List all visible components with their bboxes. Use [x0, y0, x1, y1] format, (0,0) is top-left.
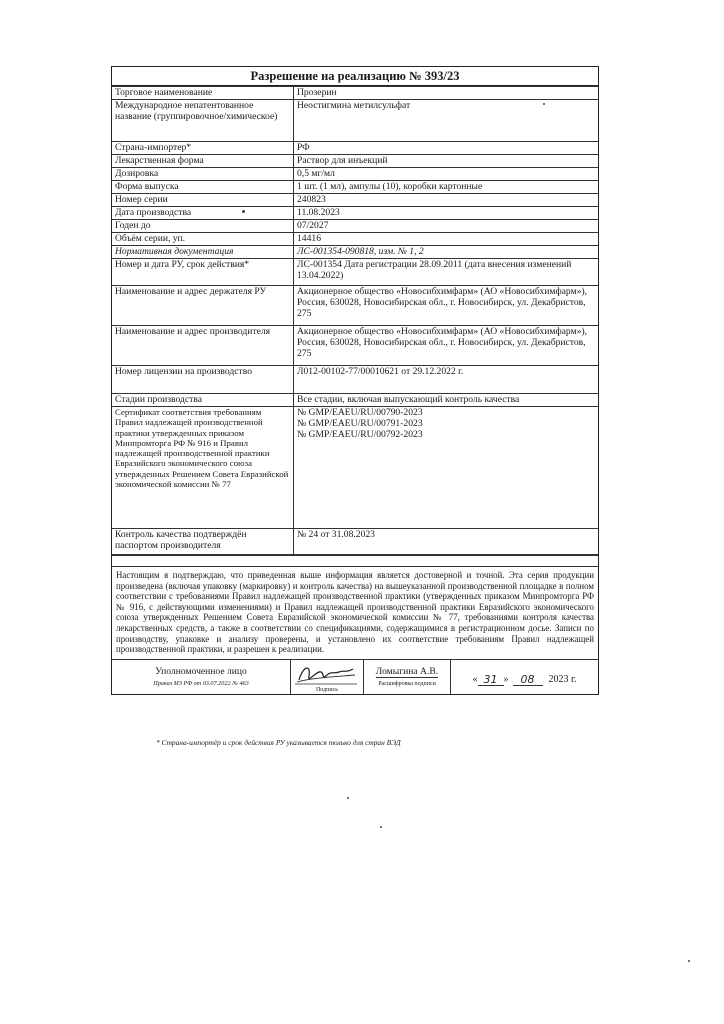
row-label: Дозировка — [112, 168, 294, 181]
row-value: Все стадии, включая выпускающий контроль качества — [294, 394, 599, 407]
scan-speck — [543, 103, 545, 105]
table-row — [112, 246, 598, 259]
footnote: * Страна-импортёр и срок действия РУ указывается только для стран ВЭД — [156, 738, 401, 747]
row-value: ЛС-001354-090818, изм. № 1, 2 — [294, 246, 599, 259]
table-row — [112, 286, 598, 326]
signature-date: « 31 » 08 2023 г. — [472, 672, 577, 686]
row-label: Форма выпуска — [112, 181, 294, 194]
gmp-certificate: № GMP/EAEU/RU/00790-2023 — [297, 407, 423, 418]
row-label: Нормативная документация — [112, 246, 294, 259]
row-label: Торговое наименование — [112, 87, 294, 100]
authorized-person-order: Приказ МЗ РФ от 03.07.2022 № 463 — [153, 679, 249, 687]
table-row — [112, 142, 598, 155]
row-value: 07/2027 — [294, 220, 599, 233]
table-row — [112, 207, 598, 220]
signature-caption: Подпись — [315, 686, 339, 693]
spacer-row — [112, 555, 598, 566]
table-row — [112, 326, 598, 366]
signatory-name-caption: Расшифровка подписи — [378, 680, 436, 687]
signatory-name-cell — [364, 660, 451, 694]
signature-block — [112, 659, 598, 694]
authorized-person-role: Уполномоченное лицо — [155, 665, 247, 677]
row-label: Годен до — [112, 220, 294, 233]
row-label: Номер и дата РУ, срок действия* — [112, 259, 294, 286]
date-month: 08 — [513, 674, 543, 686]
scan-speck — [688, 960, 690, 962]
row-label: Номер серии — [112, 194, 294, 207]
row-value: 11.08.2023 — [294, 207, 599, 220]
gmp-label: Сертификат соответствия требованиям Правил надлежащей производственной практики утвержденных приказом Минпромторга РФ № 916 и Правил надлежащей производственной практики Евразийского экономического союза утвержденных Решением Совета Евразийской экономической комиссии № 77 — [112, 407, 294, 529]
row-label: Объём серии, уп. — [112, 233, 294, 246]
product-info-table — [112, 86, 598, 555]
table-row — [112, 168, 598, 181]
row-label: Страна-импортер* — [112, 142, 294, 155]
scan-speck — [242, 210, 245, 213]
date-year: 2023 г. — [548, 674, 577, 686]
table-row — [112, 233, 598, 246]
gmp-certificates — [294, 407, 599, 529]
row-label: Стадии производства — [112, 394, 294, 407]
qc-row — [112, 529, 598, 555]
authorized-person — [112, 660, 291, 694]
gmp-certificate: № GMP/EAEU/RU/00791-2023 — [297, 418, 423, 429]
row-value: 240823 — [294, 194, 599, 207]
declaration-text: Настоящим я подтверждаю, что приведенная выше информация является достоверной и точной. Эта серия продукции произведена (включая упаковку (маркировку) и контроль качества) на вышеуказанной производственной площадке в полном соответствии с требованиями Правил надлежащей производственной практики (утвержденных приказом Минпромторга РФ № 916, с действующими изменениями) и Правил надлежащей производственной практики Евразийского экономического союза утвержденных Решением Совета Евразийской экономической комиссии № 77, требованиями контроля качества лекарственных средств, а также в соответствии со спецификациями, содержащимися в регистрационном досье. Записи по производству, упаковке и анализу проверены, и установлено их соответствие требованиям Правил надлежащей производственной практики, и разрешен к реализации. — [112, 566, 598, 659]
row-value: 1 шт. (1 мл), ампулы (10), коробки картонные — [294, 181, 599, 194]
row-label: Международное непатентованное название (группировочное/химическое) — [112, 100, 294, 142]
document-title: Разрешение на реализацию № 393/23 — [112, 67, 598, 86]
signatory-name: Ломыгина А.В. — [375, 665, 439, 677]
row-label: Наименование и адрес держателя РУ — [112, 286, 294, 326]
row-value: Акционерное общество «Новосибхимфарм» (АО «Новосибхимфарм»), Россия, 630028, Новосибирская обл., г. Новосибирск, ул. Декабристов, 275 — [294, 286, 599, 326]
row-label: Дата производства — [112, 207, 294, 220]
table-row — [112, 100, 598, 142]
table-row — [112, 181, 598, 194]
row-label: Номер лицензии на производство — [112, 366, 294, 394]
row-value: Л012-00102-77/00010621 от 29.12.2022 г. — [294, 366, 599, 394]
table-row — [112, 194, 598, 207]
release-permit-document — [111, 66, 599, 695]
qc-label: Контроль качества подтверждён паспортом производителя — [112, 529, 294, 555]
qc-value: № 24 от 31.08.2023 — [294, 529, 599, 555]
row-label: Лекарственная форма — [112, 155, 294, 168]
row-value: 14416 — [294, 233, 599, 246]
date-day: 31 — [478, 674, 504, 686]
row-label: Наименование и адрес производителя — [112, 326, 294, 366]
scan-speck — [380, 826, 382, 828]
gmp-row — [112, 407, 598, 529]
table-row — [112, 87, 598, 100]
table-row — [112, 259, 598, 286]
table-row — [112, 394, 598, 407]
table-row — [112, 220, 598, 233]
row-value: Раствор для инъекций — [294, 155, 599, 168]
row-value: Акционерное общество «Новосибхимфарм» (АО «Новосибхимфарм»), Россия, 630028, Новосибирская обл., г. Новосибирск, ул. Декабристов, 275 — [294, 326, 599, 366]
table-row — [112, 155, 598, 168]
gmp-certificate: № GMP/EAEU/RU/00792-2023 — [297, 429, 423, 440]
row-value: Прозерин — [294, 87, 599, 100]
scan-speck — [347, 797, 349, 799]
table-row — [112, 366, 598, 394]
signature-cell — [291, 660, 364, 694]
row-value: Неостигмина метилсульфат — [294, 100, 599, 142]
row-value: РФ — [294, 142, 599, 155]
row-value: 0,5 мг/мл — [294, 168, 599, 181]
row-value: ЛС-001354 Дата регистрации 28.09.2011 (дата внесения изменений 13.04.2022) — [294, 259, 599, 286]
